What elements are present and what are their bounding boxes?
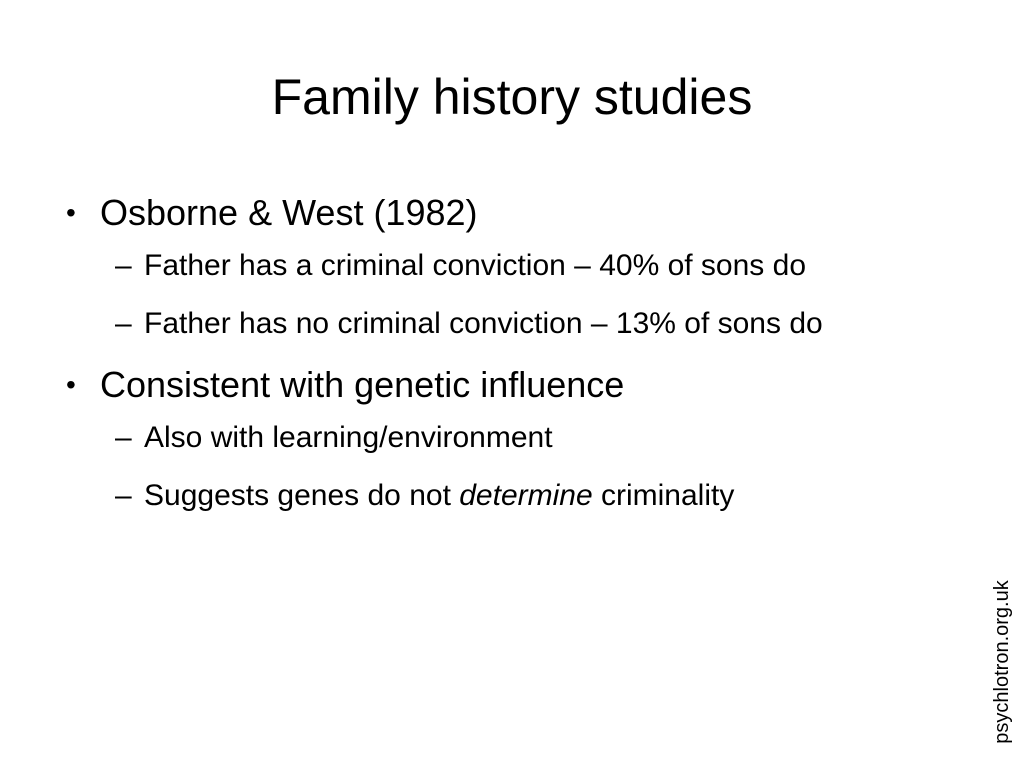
bullet-icon: • xyxy=(66,369,76,400)
bullet-icon: • xyxy=(66,197,76,228)
dash-icon: – xyxy=(115,249,132,282)
bullet-list xyxy=(60,188,980,532)
sub-bullet-item xyxy=(60,244,980,288)
sub-bullet-text: Also with learning/environment xyxy=(144,421,553,454)
bullet-item xyxy=(60,360,980,410)
sub-bullet-item xyxy=(60,416,980,460)
dash-icon: – xyxy=(115,421,132,454)
credit-text: psychlotron.org.uk xyxy=(991,580,1013,744)
bullet-item xyxy=(60,188,980,238)
sub-bullet-text: Father has a criminal conviction – 40% of sons do xyxy=(144,249,807,282)
sub-list-wrapper xyxy=(60,416,980,518)
sub-bullet-item xyxy=(60,302,980,346)
dash-icon: – xyxy=(115,307,132,340)
sub-bullet-list xyxy=(60,244,980,346)
slide-title: Family history studies xyxy=(271,69,753,125)
sub-list-wrapper xyxy=(60,244,980,346)
sub-bullet-text: Father has no criminal conviction – 13% of sons do xyxy=(144,307,823,340)
bullet-text: Consistent with genetic influence xyxy=(100,364,625,405)
bullet-text: Osborne & West (1982) xyxy=(100,192,478,233)
emphasized-word: determine xyxy=(459,479,593,512)
sub-bullet-list xyxy=(60,416,980,518)
sub-bullet-text-prefix: Suggests genes do not xyxy=(144,479,460,512)
sub-bullet-text-suffix: criminality xyxy=(592,479,735,512)
sub-bullet-item xyxy=(60,474,980,518)
dash-icon: – xyxy=(115,479,132,512)
